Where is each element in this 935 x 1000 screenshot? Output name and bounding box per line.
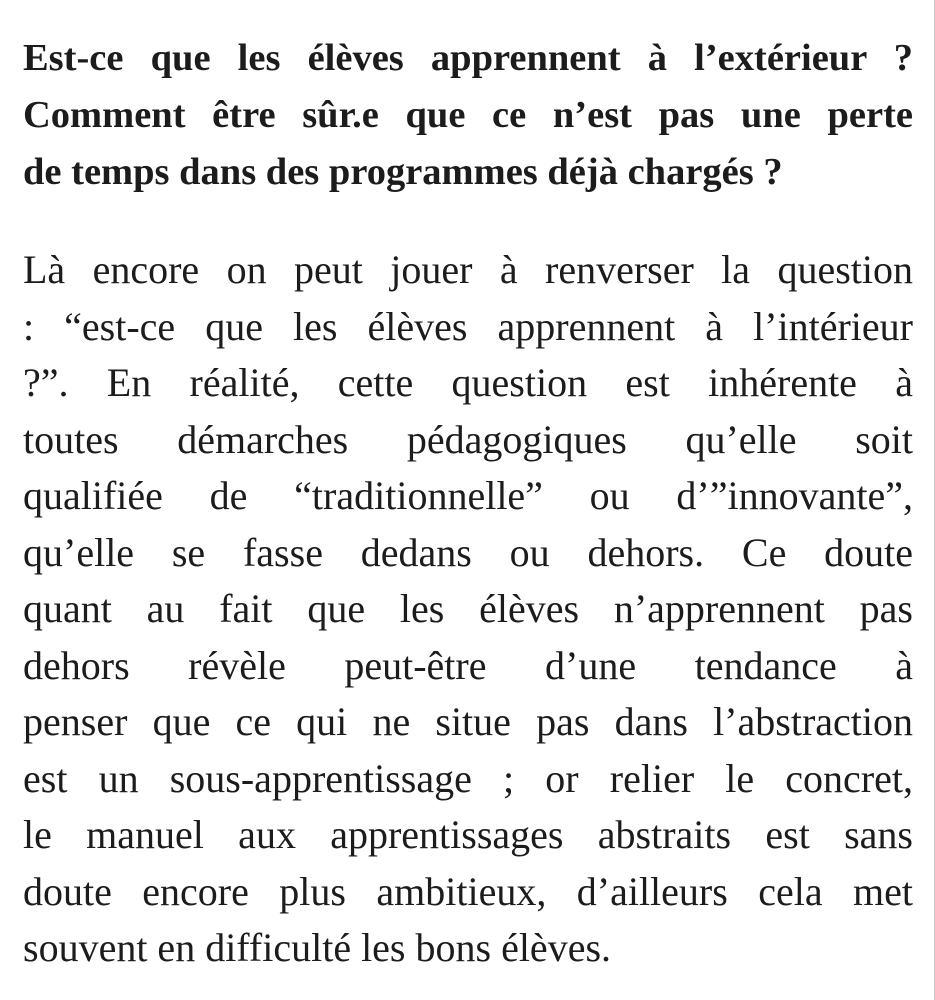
paragraph-line: quant au fait que les élèves n’apprennent pas bbox=[23, 586, 913, 631]
paragraph-line: : “est-ce que les élèves apprennent à l’intérieur bbox=[23, 303, 913, 349]
heading-line: Est-ce que les élèves apprennent à l’extérieur ? bbox=[23, 37, 913, 79]
paragraph-line: dehors révèle peut-être d’une tendance à bbox=[23, 642, 913, 688]
paragraph-line: le manuel aux apprentissages abstraits est sans bbox=[23, 812, 913, 857]
question-heading bbox=[23, 30, 913, 201]
heading-line: de temps dans des programmes déjà chargés ? bbox=[23, 151, 783, 193]
paragraph-line: qualifiée de “traditionnelle” ou d’”innovante”, bbox=[23, 473, 913, 518]
paragraph-line: est un sous-apprentissage ; or relier le concret, bbox=[23, 755, 913, 801]
paragraph-line: toutes démarches pédagogiques qu’elle soit bbox=[23, 416, 913, 462]
paragraph-line: souvent en difficulté les bons élèves. bbox=[23, 925, 612, 970]
heading-line: Comment être sûr.e que ce n’est pas une perte bbox=[23, 94, 913, 136]
paragraph-line: qu’elle se fasse dedans ou dehors. Ce doute bbox=[23, 529, 913, 575]
paragraph-line: penser que ce qui ne situe pas dans l’abstraction bbox=[23, 699, 913, 744]
answer-paragraph bbox=[23, 242, 913, 977]
paragraph-line: doute encore plus ambitieux, d’ailleurs cela met bbox=[23, 868, 913, 914]
paragraph-line: Là encore on peut jouer à renverser la question bbox=[23, 247, 913, 292]
paragraph-line: ?”. En réalité, cette question est inhérente à bbox=[23, 360, 913, 405]
